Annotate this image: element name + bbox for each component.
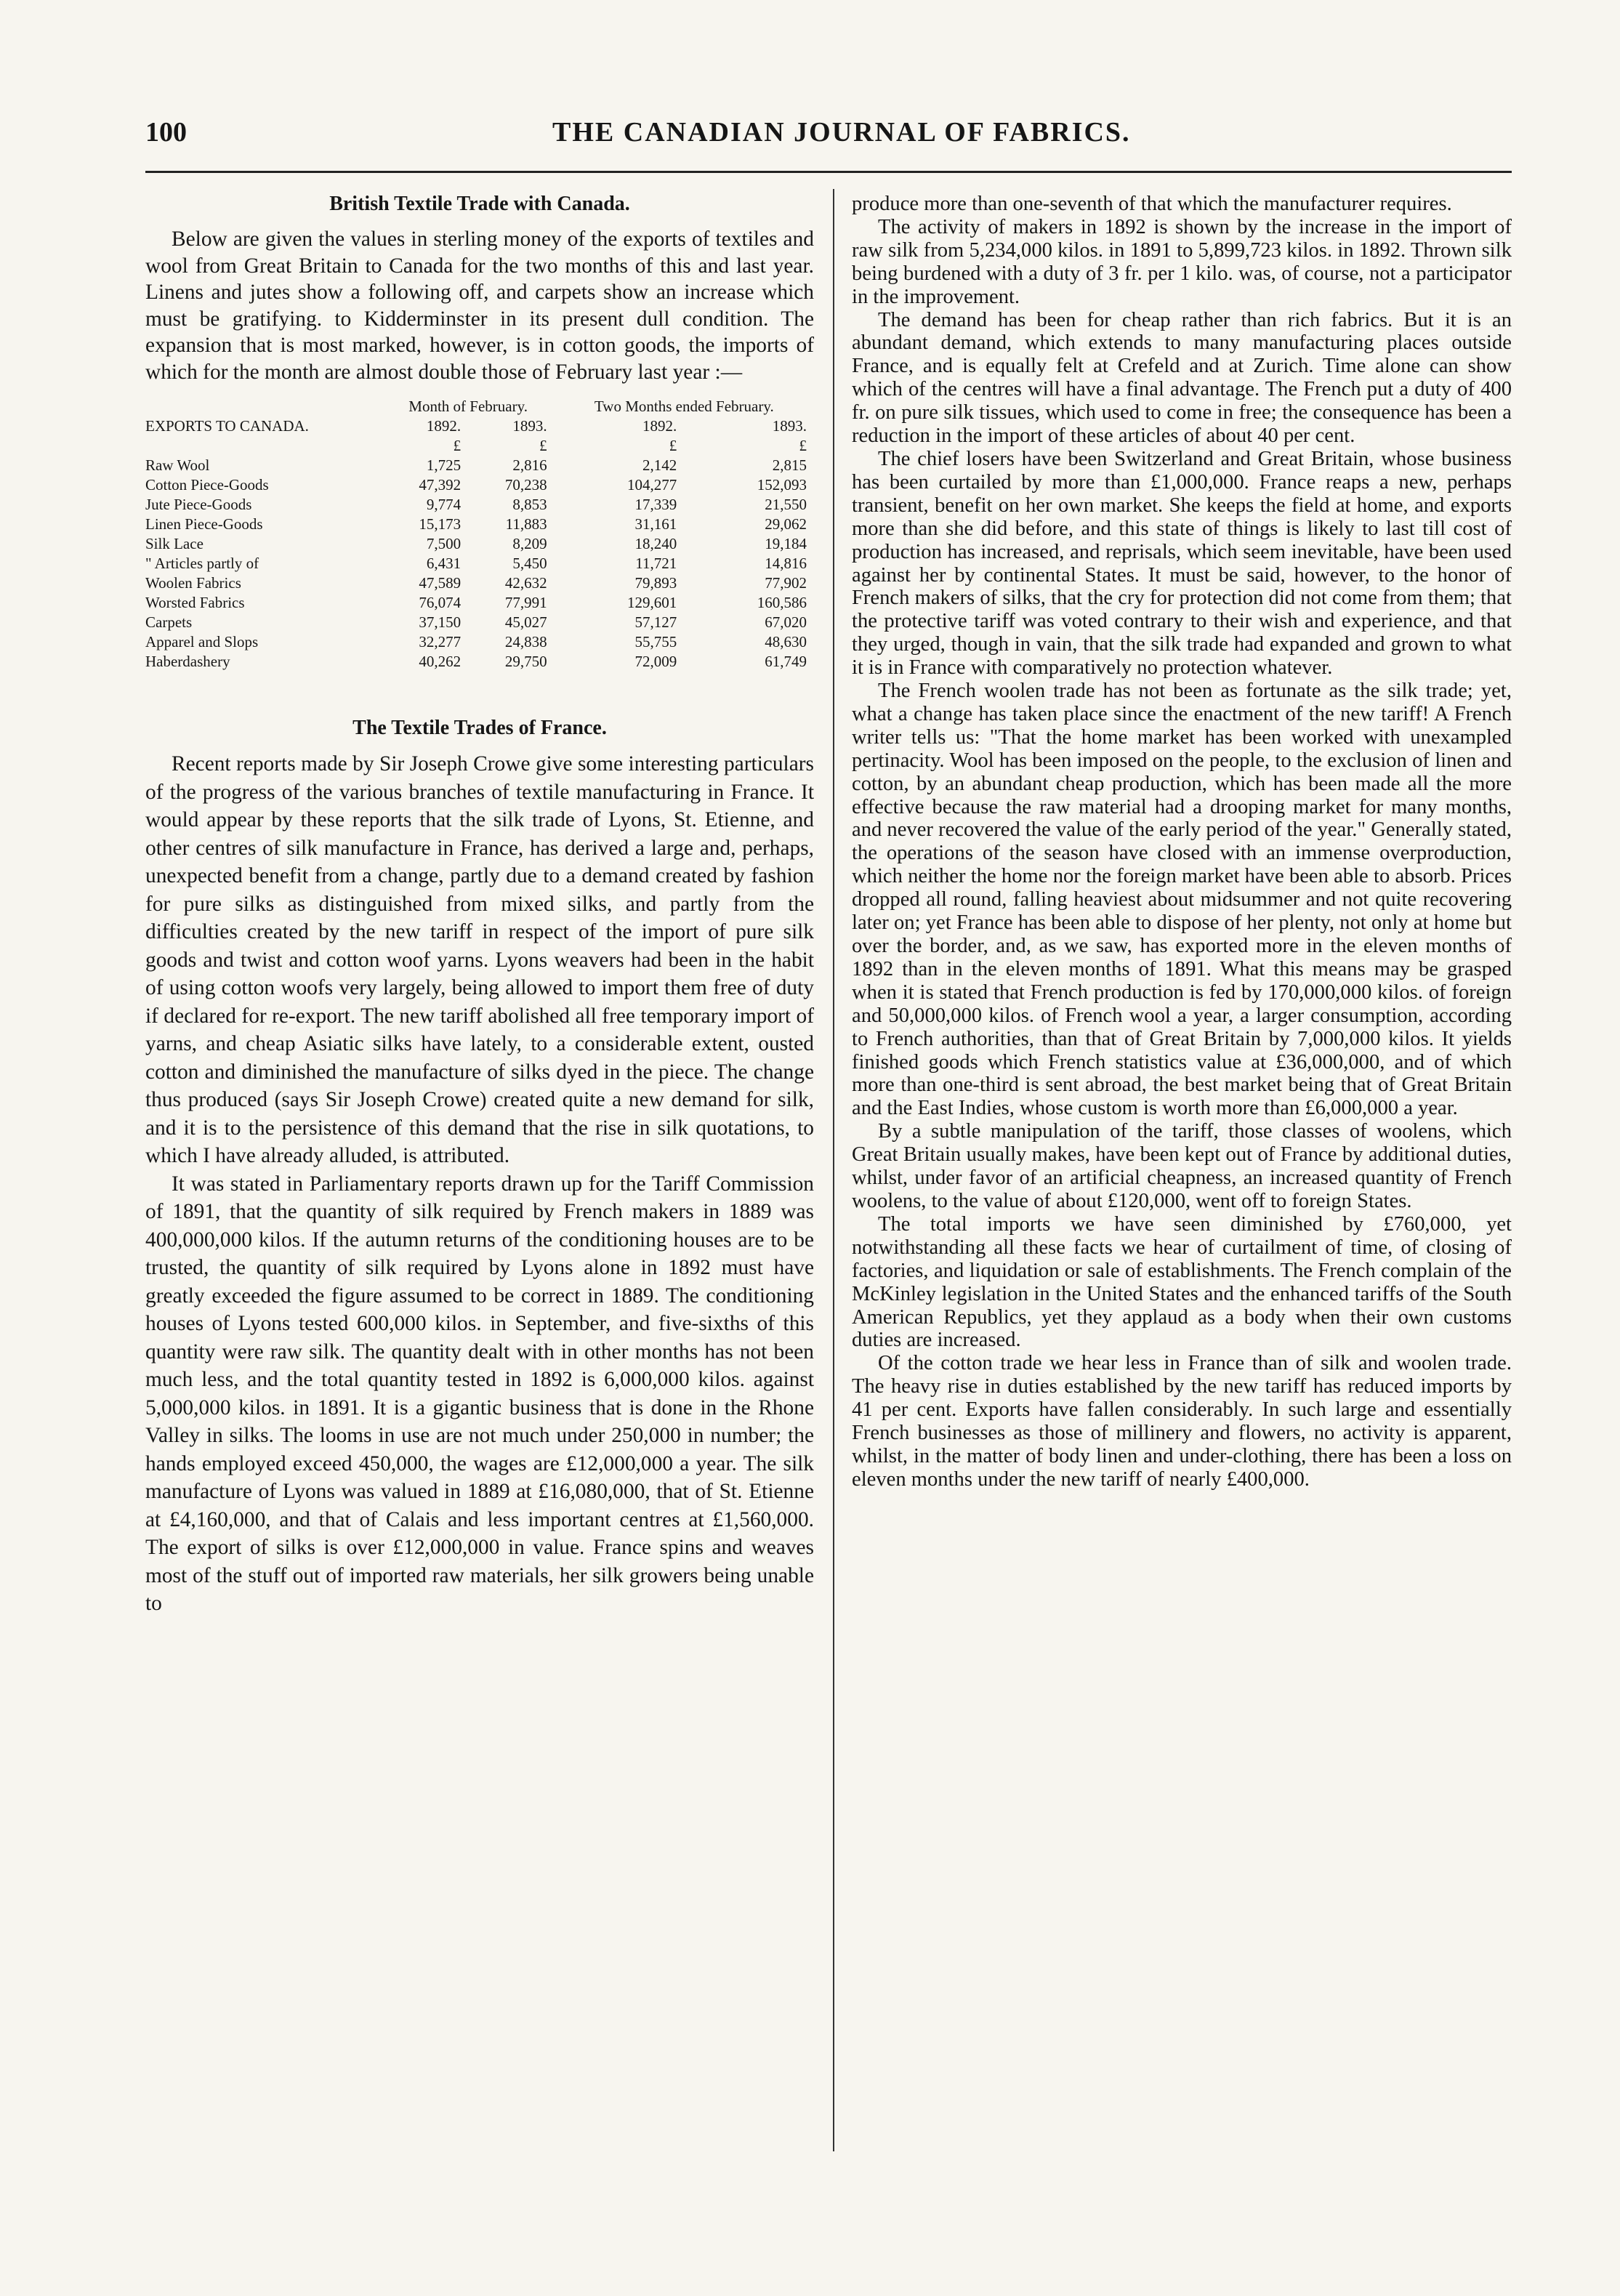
row-value: 77,902 xyxy=(765,574,807,592)
row-value: 19,184 xyxy=(765,535,807,552)
row-value: 77,991 xyxy=(504,594,547,611)
exports-table xyxy=(145,397,814,672)
row-value: 45,027 xyxy=(504,613,547,631)
table-row xyxy=(145,475,814,495)
row-value: 17,339 xyxy=(634,496,677,513)
row-label: Worsted Fabrics xyxy=(145,594,245,611)
table-caption-row xyxy=(145,416,814,436)
intro-block xyxy=(145,226,814,385)
row-label: " Articles partly of xyxy=(145,555,259,572)
row-value: 8,209 xyxy=(512,535,547,552)
row-value: 1,725 xyxy=(426,456,462,474)
column-divider xyxy=(833,189,834,2151)
row-value: 40,262 xyxy=(419,653,462,670)
article-paragraph: produce more than one-seventh of that which the manufacturer requires. xyxy=(852,193,1452,215)
row-value: 47,589 xyxy=(419,574,462,592)
table-row xyxy=(145,613,814,632)
row-value: 32,277 xyxy=(419,633,462,650)
table-caption: EXPORTS TO CANADA. xyxy=(145,417,309,435)
article-paragraph: By a subtle manipulation of the tariff, those classes of woolens, which Great Britain usually makes, have been kept out of France by additional duties, whilst, under favor of an artificial cheapness, an increased quantity of French woolens, to the value of about £120,000, went off to foreign States. xyxy=(852,1120,1512,1212)
right-column xyxy=(852,193,1512,1491)
row-value: 5,450 xyxy=(512,555,547,572)
row-value: 48,630 xyxy=(765,633,807,650)
row-value: 42,632 xyxy=(504,574,547,592)
row-label: Linen Piece-Goods xyxy=(145,515,263,533)
row-value: 55,755 xyxy=(634,633,677,650)
article-paragraph: Recent reports made by Sir Joseph Crowe give some interesting particulars of the progress of the various branches of textile manufacturing in France. It would appear by these reports that the silk trade of Lyons, St. Etienne, and other centres of silk manufacture in France, has derived a large and, perhaps, unexpected benefit from a change, partly due to a demand created by fashion for pure silks as distinguished from mixed silks, and partly from the difficulties created by the new tariff in respect of the import of pure silk goods and twist and cotton woof yarns. Lyons weavers had been in the habit of using cotton woofs very largely, being allowed to import them free of duty if declared for re-export. The new tariff abolished all free temporary import of yarns, and cheap Asiatic silks have lately, to a considerable extent, ousted cotton and diminished the manufacture of silks dyed in the piece. The change thus produced (says Sir Joseph Crowe) created quite a new demand for silk, and it is to the persistence of this demand that the rise in silk quotations, to which I have already alluded, is attributed. xyxy=(145,752,814,1167)
unit-cell: £ xyxy=(799,437,807,454)
row-value: 24,838 xyxy=(504,633,547,650)
row-value: 152,093 xyxy=(757,476,807,494)
year-cell: 1893. xyxy=(772,417,807,435)
unit-cell: £ xyxy=(453,437,462,454)
table-row xyxy=(145,456,814,475)
row-value: 67,020 xyxy=(765,613,807,631)
row-value: 2,815 xyxy=(772,456,807,474)
row-value: 29,750 xyxy=(504,653,547,670)
table-row xyxy=(145,593,814,613)
row-label: Cotton Piece-Goods xyxy=(145,476,269,494)
row-value: 104,277 xyxy=(627,476,677,494)
row-value: 2,816 xyxy=(512,456,547,474)
row-value: 47,392 xyxy=(419,476,462,494)
table-row xyxy=(145,632,814,652)
year-cell: 1892. xyxy=(642,417,677,435)
unit-cell: £ xyxy=(539,437,547,454)
article-paragraph: The chief losers have been Switzerland and Great Britain, whose business has been curtailed by more than £1,000,000. France reaps a new, perhaps transient, benefit on her own market. She keeps the field at home, and exports more than she did before, and this state of things is likely to last till cost of production has increased, and reprisals, which seem inevitable, have been used against her by continental States. It must be said, however, to the honor of French makers of silks, that the cry for protection did not come from them; that the protective tariff was voted contrary to their wish and experience, and that they urged, though in vain, that the silk trade had expanded and grown to what it is in France with comparatively no protection whatever. xyxy=(852,447,1512,680)
article-paragraph: Of the cotton trade we hear less in France than of silk and woolen trade. The heavy rise in duties established by the new tariff has reduced imports by 41 per cent. Exports have fallen considerably. In such large and essentially French businesses as those of millinery and flowers, no activity is apparent, whilst, in the matter of body linen and under-clothing, there has been a loss on eleven months under the new tariff of nearly £400,000. xyxy=(852,1352,1512,1491)
row-value: 160,586 xyxy=(757,594,807,611)
row-value: 79,893 xyxy=(634,574,677,592)
row-value: 61,749 xyxy=(765,653,807,670)
article-paragraph: The activity of makers in 1892 is shown by the increase in the import of raw silk from 5,234,000 kilos. in 1891 to 5,899,723 kilos. in 1892. Thrown silk being burdened with a duty of 3 fr. per 1 kilo. was, of course, not a participator in the improvement. xyxy=(852,215,1512,308)
row-value: 18,240 xyxy=(634,535,677,552)
units-row xyxy=(145,436,814,456)
row-label: Woolen Fabrics xyxy=(145,574,241,592)
row-value: 14,816 xyxy=(765,555,807,572)
row-value: 11,721 xyxy=(635,555,677,572)
intro-paragraph: Below are given the values in sterling money of the exports of textiles and wool from Great Britain to Canada for the two months of this and last year. Linens and jutes show a following off, and carpets show an increase which must be gratifying. to Kidderminster in its present dull condition. The expansion that is most marked, however, is in cotton goods, the imports of which for the month are almost double those of February last year :— xyxy=(145,227,814,384)
row-label: Apparel and Slops xyxy=(145,633,259,650)
year-cell: 1893. xyxy=(512,417,547,435)
section-title-british-trade: British Textile Trade with Canada. xyxy=(329,193,630,215)
table-row xyxy=(145,652,814,672)
row-value: 129,601 xyxy=(627,594,677,611)
row-value: 8,853 xyxy=(512,496,547,513)
row-value: 76,074 xyxy=(419,594,462,611)
row-label: Carpets xyxy=(145,613,193,631)
table-row xyxy=(145,495,814,515)
header-rule xyxy=(145,171,1512,173)
row-value: 6,431 xyxy=(426,555,462,572)
journal-title: THE CANADIAN JOURNAL OF FABRICS. xyxy=(552,117,1131,148)
row-value: 70,238 xyxy=(504,476,547,494)
year-cell: 1892. xyxy=(426,417,462,435)
page-header xyxy=(145,116,1512,160)
section-gap xyxy=(145,689,814,717)
row-value: 7,500 xyxy=(426,535,462,552)
row-value: 57,127 xyxy=(634,613,677,631)
row-label: Haberdashery xyxy=(145,653,230,670)
table-group-header xyxy=(145,397,814,416)
row-label: Silk Lace xyxy=(145,535,203,552)
article-paragraph: It was stated in Parliamentary reports drawn up for the Tariff Commission of 1891, that the quantity of silk required by French makers in 1889 was 400,000,000 kilos. If the autumn returns of the conditioning houses are to be trusted, the quantity of silk required by Lyons alone in 1892 must have greatly exceeded the figure assumed to be correct in 1889. The conditioning houses of Lyons tested 600,000 kilos. in September, and five-sixths of this quantity were raw silk. The quantity dealt with in other months has not been much less, and the total quantity tested in 1892 is 6,000,000 kilos. against 5,000,000 kilos. in 1891. It is a gigantic business that is done in the Rhone Valley in silks. The looms in use are not much under 250,000 in number; the hands employed exceed 450,000, the wages are £12,000,000 a year. The silk manufacture of Lyons was valued in 1889 at £16,080,000, that of St. Etienne at £4,160,000, and that of Calais and less important centres at £1,560,000. The export of silks is over £12,000,000 in value. France spins and weaves most of the stuff out of imported raw materials, her silk growers being unable to xyxy=(145,1172,814,1615)
table-row xyxy=(145,554,814,573)
article-paragraph: The French woolen trade has not been as fortunate as the silk trade; yet, what a change has taken place since the enactment of the new tariff! A French writer tells us: "That the home market has been worked with unexampled pertinacity. Wool has been imposed on the people, to the exclusion of linen and cotton, by an abundant cheap production, which has been made all the more effective because the raw material had a drooping market for many months, and never recovered the value of the early period of the year." Generally stated, the operations of the season have closed with an immense overproduction, which neither the home nor the foreign market have been able to absorb. Prices dropped all round, falling heaviest about midsummer and not quite recovering later on; yet France has been able to dispose of her plenty, not only at home but over the border, and, as we saw, has exported more in the eleven months of 1892 than in the eleven months of 1891. What this means may be grasped when it is stated that French production is fed by 170,000,000 kilos. of foreign and 50,000,000 kilos. of French wool a year, a larger consumption, according to French authorities, than that of Great Britain by 7,000,000 kilos. It yields finished goods which French statistics value at £36,000,000, and of which more than one-third is sent abroad, the best market being that of Great Britain and the East Indies, whose custom is worth more than £6,000,000 a year. xyxy=(852,680,1512,1120)
section-title-france: The Textile Trades of France. xyxy=(352,717,607,739)
left-column xyxy=(145,193,814,1618)
row-label: Raw Wool xyxy=(145,456,210,474)
group-month: Month of February. xyxy=(408,398,528,415)
table-row xyxy=(145,515,814,534)
row-value: 2,142 xyxy=(642,456,677,474)
row-value: 15,173 xyxy=(419,515,462,533)
row-value: 37,150 xyxy=(419,613,462,631)
group-two-months: Two Months ended February. xyxy=(594,398,774,415)
table-row xyxy=(145,573,814,593)
article-paragraph: The demand has been for cheap rather than rich fabrics. But it is an abundant demand, which extends to many manufacturing places outside France, and is equally felt at Crefeld and at Zurich. Time alone can show which of the centres will have a final advantage. The French put a duty of 400 fr. on pure silk tissues, which used to come in free; the consequence has been a reduction in the import of these articles of about 40 per cent. xyxy=(852,308,1512,448)
article-paragraph: The total imports we have seen diminished by £760,000, yet notwithstanding all these facts we hear of curtailment of time, of closing of factories, and liquidation or sale of establishments. The French complain of the McKinley legislation in the United States and the enhanced tariffs of the South American Republics, yet they applaud as a body when their own customs duties are increased. xyxy=(852,1212,1512,1352)
unit-cell: £ xyxy=(669,437,677,454)
row-value: 9,774 xyxy=(426,496,462,513)
row-value: 29,062 xyxy=(765,515,807,533)
table-row xyxy=(145,534,814,554)
row-value: 31,161 xyxy=(634,515,677,533)
row-value: 21,550 xyxy=(765,496,807,513)
page-number: 100 xyxy=(145,117,187,148)
row-value: 72,009 xyxy=(634,653,677,670)
row-label: Jute Piece-Goods xyxy=(145,496,252,513)
row-value: 11,883 xyxy=(505,515,547,533)
